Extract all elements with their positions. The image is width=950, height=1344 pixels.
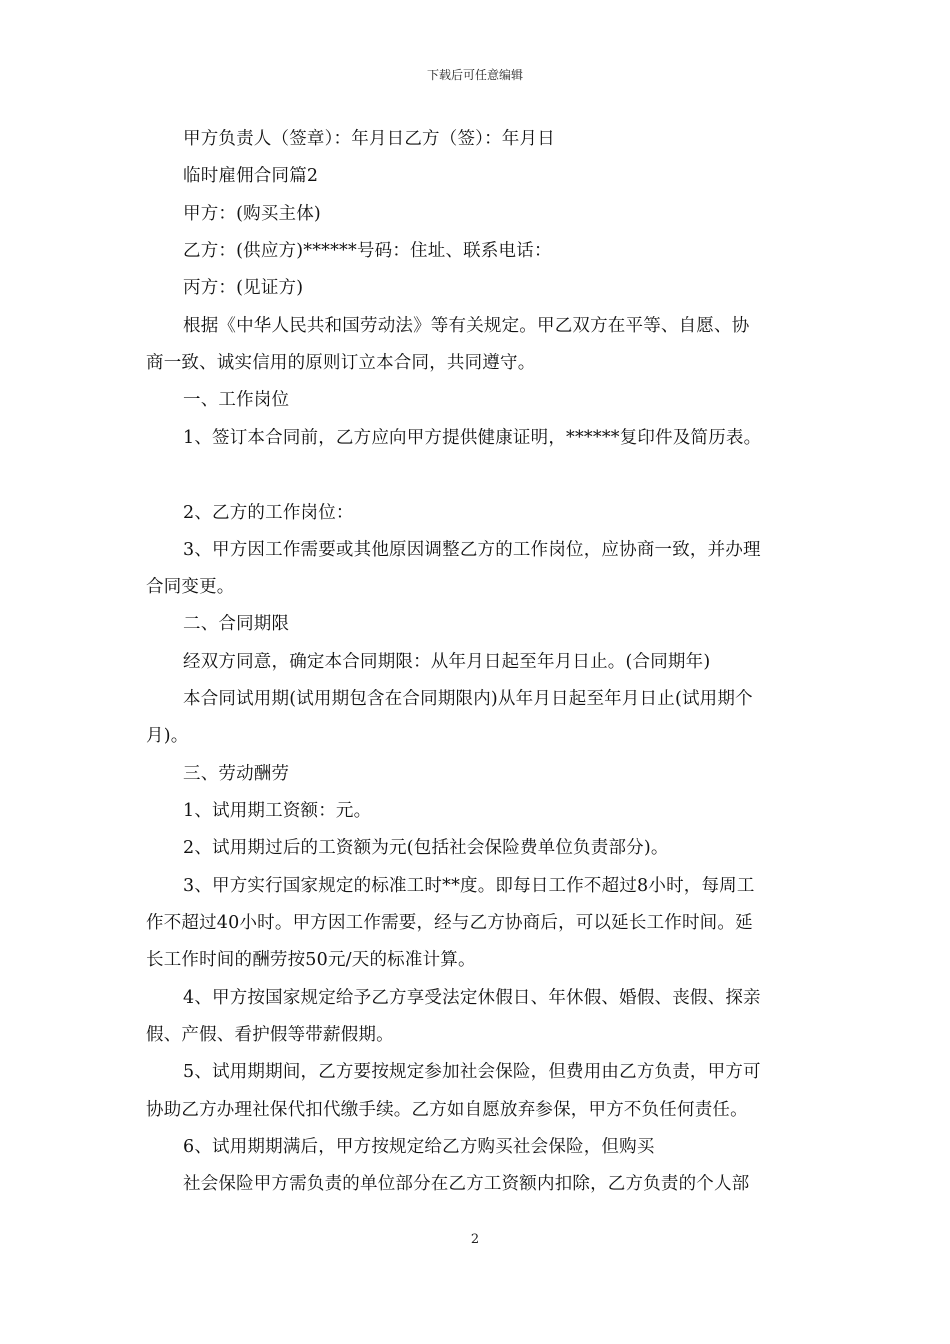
section-heading: 一、工作岗位	[183, 390, 290, 410]
text-line: 甲方：(购买主体)	[183, 204, 321, 224]
section-heading: 三、劳动酬劳	[183, 764, 290, 784]
text-line: 根据《中华人民共和国劳动法》等有关规定。甲乙双方在平等、自愿、协	[183, 316, 750, 336]
text-line: 3、甲方因工作需要或其他原因调整乙方的工作岗位，应协商一致，并办理	[183, 540, 761, 560]
page-number: 2	[470, 1232, 480, 1247]
text-line: 长工作时间的酬劳按50元/天的标准计算。	[146, 950, 476, 970]
text-line: 假、产假、看护假等带薪假期。	[146, 1025, 394, 1045]
text-line: 月)。	[146, 726, 189, 746]
text-line: 经双方同意，确定本合同期限：从年月日起至年月日止。(合同期年)	[183, 652, 711, 672]
text-line: 协助乙方办理社保代扣代缴手续。乙方如自愿放弃参保，甲方不负任何责任。	[146, 1100, 748, 1120]
text-line: 甲方负责人（签章）：年月日乙方（签）：年月日	[183, 129, 555, 149]
section-title: 临时雇佣合同篇2	[183, 166, 319, 186]
page-header: 下载后可任意编辑	[426, 68, 523, 82]
text-line: 本合同试用期(试用期包含在合同期限内)从年月日起至年月日止(试用期个	[183, 689, 753, 709]
text-line: 1、试用期工资额：元。	[183, 801, 372, 821]
section-heading: 二、合同期限	[183, 614, 290, 634]
text-line: 乙方：(供应方)******号码：住址、联系电话：	[183, 241, 552, 261]
text-line: 5、试用期期间，乙方要按规定参加社会保险，但费用由乙方负责，甲方可	[183, 1062, 761, 1082]
text-line: 1、签订本合同前，乙方应向甲方提供健康证明，******复印件及简历表。	[183, 428, 762, 448]
text-line: 商一致、诚实信用的原则订立本合同，共同遵守。	[146, 353, 536, 373]
text-line: 6、试用期期满后，甲方按规定给乙方购买社会保险，但购买	[183, 1137, 655, 1157]
text-line: 社会保险甲方需负责的单位部分在乙方工资额内扣除，乙方负责的个人部	[183, 1174, 750, 1194]
text-line: 3、甲方实行国家规定的标准工时**度。即每日工作不超过8小时，每周工	[183, 876, 755, 896]
text-line: 丙方：(见证方)	[183, 278, 304, 298]
text-line: 2、试用期过后的工资额为元(包括社会保险费单位负责部分)。	[183, 838, 669, 858]
text-line: 4、甲方按国家规定给予乙方享受法定休假日、年休假、婚假、丧假、探亲	[183, 988, 761, 1008]
text-line: 2、乙方的工作岗位：	[183, 503, 354, 523]
text-line: 作不超过40小时。甲方因工作需要，经与乙方协商后，可以延长工作时间。延	[146, 913, 753, 933]
text-line: 合同变更。	[146, 577, 235, 597]
